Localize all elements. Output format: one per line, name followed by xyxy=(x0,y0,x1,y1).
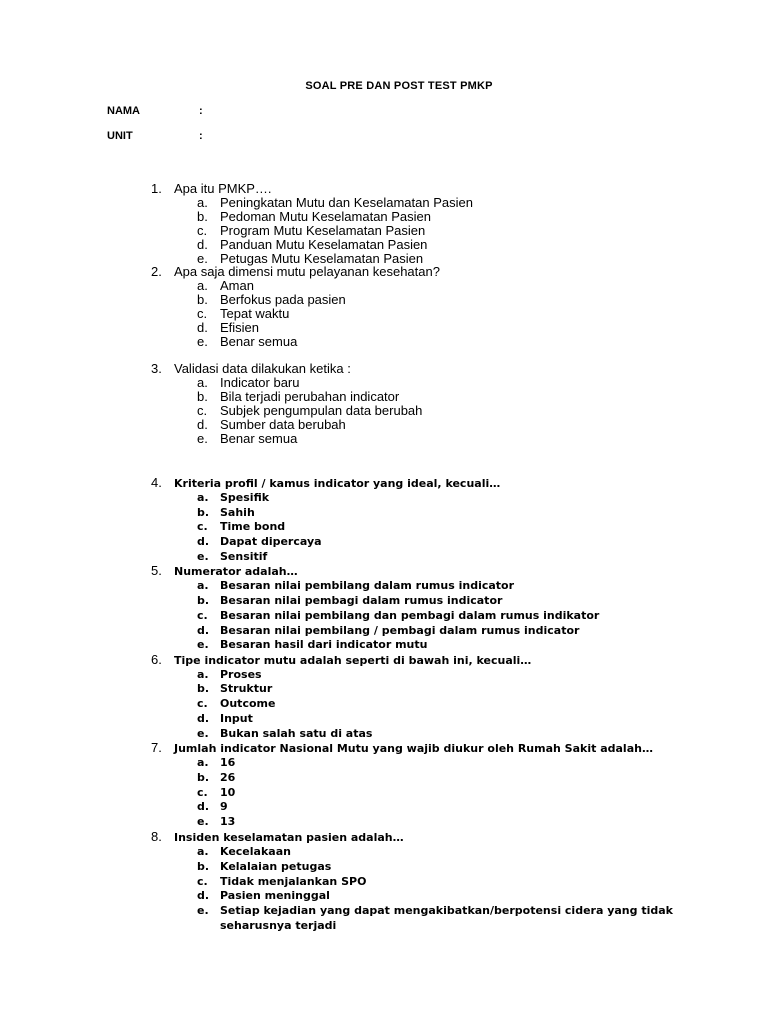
question-text: Kriteria profil / kamus indicator yang ideal, kecuali… xyxy=(174,477,501,490)
option-text: Dapat dipercaya xyxy=(220,535,322,548)
option xyxy=(197,491,269,505)
option-letter: c. xyxy=(197,609,208,622)
option xyxy=(197,520,285,534)
question xyxy=(151,265,440,279)
option-letter: e. xyxy=(197,251,208,266)
option-letter: d. xyxy=(197,889,210,902)
option-text: Kelalaian petugas xyxy=(220,860,332,873)
question-number: 8. xyxy=(151,829,162,844)
question-text: Validasi data dilakukan ketika : xyxy=(174,361,351,376)
option-text: Outcome xyxy=(220,697,276,710)
option xyxy=(197,771,235,785)
option xyxy=(197,904,673,918)
option xyxy=(197,786,235,800)
question-text: Jumlah indicator Nasional Mutu yang wajib diukur oleh Rumah Sakit adalah… xyxy=(174,742,653,755)
option xyxy=(197,390,399,404)
option-letter: c. xyxy=(197,875,208,888)
option-letter: a. xyxy=(197,491,209,504)
option xyxy=(197,727,372,741)
question xyxy=(151,476,500,491)
option xyxy=(197,579,514,593)
question-number: 4. xyxy=(151,475,162,490)
option-letter: b. xyxy=(197,771,210,784)
option-text: Besaran nilai pembilang / pembagi dalam rumus indicator xyxy=(220,624,580,637)
option-letter: b. xyxy=(197,209,208,224)
option xyxy=(197,682,272,696)
option-letter: b. xyxy=(197,292,208,307)
option-text: Aman xyxy=(220,278,254,293)
option-letter: c. xyxy=(197,306,208,321)
option-text: 13 xyxy=(220,815,236,828)
field-colon: : xyxy=(199,130,203,142)
option xyxy=(197,756,235,770)
option-letter: e. xyxy=(197,638,209,651)
option-text: Panduan Mutu Keselamatan Pasien xyxy=(220,237,428,252)
question-text: Numerator adalah… xyxy=(174,565,298,578)
field-label: NAMA xyxy=(107,105,140,117)
option-text: Efisien xyxy=(220,320,260,335)
question xyxy=(151,564,298,579)
option-text: Peningkatan Mutu dan Keselamatan Pasien xyxy=(220,195,473,210)
option-letter: d. xyxy=(197,712,210,725)
option-letter: b. xyxy=(197,389,208,404)
option-text: Sensitif xyxy=(220,550,268,563)
option xyxy=(197,376,300,390)
option-text: Besaran nilai pembilang dalam rumus indicator xyxy=(220,579,515,592)
option xyxy=(197,307,289,321)
option-text: 16 xyxy=(220,756,236,769)
option-letter: a. xyxy=(197,278,208,293)
unit-field xyxy=(107,130,203,142)
question xyxy=(151,653,531,668)
question-number: 7. xyxy=(151,740,162,755)
option xyxy=(197,535,322,549)
option-letter: b. xyxy=(197,682,210,695)
option-text: 26 xyxy=(220,771,236,784)
option xyxy=(197,418,346,432)
option-text: Bila terjadi perubahan indicator xyxy=(220,389,400,404)
option xyxy=(197,279,254,293)
option xyxy=(197,815,235,829)
option-letter: a. xyxy=(197,668,209,681)
option-letter: c. xyxy=(197,223,208,238)
option xyxy=(197,238,427,252)
option xyxy=(197,506,255,520)
option xyxy=(197,609,599,623)
option-text: Spesifik xyxy=(220,491,270,504)
option-letter: e. xyxy=(197,431,208,446)
question-text: Apa itu PMKP…. xyxy=(174,181,272,196)
option-text: Time bond xyxy=(220,520,286,533)
option xyxy=(197,889,330,903)
option-text: Bukan salah satu di atas xyxy=(220,727,373,740)
option-text: Tepat waktu xyxy=(220,306,290,321)
option xyxy=(197,404,422,418)
option-letter: d. xyxy=(197,800,210,813)
option xyxy=(197,224,425,238)
option-text: Tidak menjalankan SPO xyxy=(220,875,367,888)
question xyxy=(151,362,351,376)
option-text: seharusnya terjadi xyxy=(220,919,337,932)
question-number: 5. xyxy=(151,563,162,578)
option-text: Pedoman Mutu Keselamatan Pasien xyxy=(220,209,432,224)
question-number: 1. xyxy=(151,181,162,196)
option xyxy=(197,624,579,638)
option-text: Berfokus pada pasien xyxy=(220,292,346,307)
option-text: Program Mutu Keselamatan Pasien xyxy=(220,223,426,238)
option-text: Besaran hasil dari indicator mutu xyxy=(220,638,428,651)
option-letter: a. xyxy=(197,195,208,210)
option-letter: d. xyxy=(197,320,208,335)
option xyxy=(197,638,427,652)
option xyxy=(197,594,502,608)
option-letter: b. xyxy=(197,594,210,607)
option-text: Pasien meninggal xyxy=(220,889,330,902)
option xyxy=(197,845,291,859)
question-number: 3. xyxy=(151,361,162,376)
option-text: Besaran nilai pembagi dalam rumus indicator xyxy=(220,594,503,607)
option-letter: e. xyxy=(197,727,209,740)
option-letter: e. xyxy=(197,334,208,349)
question xyxy=(151,830,404,845)
question-text: Apa saja dimensi mutu pelayanan kesehatan? xyxy=(174,264,440,279)
option-letter: d. xyxy=(197,237,208,252)
option-letter: c. xyxy=(197,697,208,710)
option-letter: a. xyxy=(197,375,208,390)
field-colon: : xyxy=(199,105,203,117)
option-letter: a. xyxy=(197,845,209,858)
option xyxy=(197,321,259,335)
option xyxy=(197,293,346,307)
question xyxy=(151,182,272,196)
option-letter: b. xyxy=(197,860,210,873)
question-number: 2. xyxy=(151,264,162,279)
option-text: Sahih xyxy=(220,506,255,519)
option-letter: a. xyxy=(197,579,209,592)
option xyxy=(197,550,267,564)
option-text: Setiap kejadian yang dapat mengakibatkan/berpotensi cidera yang tidak xyxy=(220,904,673,917)
option-text: Kecelakaan xyxy=(220,845,291,858)
option-letter: d. xyxy=(197,535,210,548)
option-text: Input xyxy=(220,712,253,725)
option-letter: e. xyxy=(197,815,209,828)
field-label: UNIT xyxy=(107,130,133,142)
option xyxy=(197,210,431,224)
option-text: Subjek pengumpulan data berubah xyxy=(220,403,423,418)
option xyxy=(197,196,473,210)
option-text: Benar semua xyxy=(220,431,298,446)
option-text: Petugas Mutu Keselamatan Pasien xyxy=(220,251,424,266)
option xyxy=(197,712,253,726)
option-letter: c. xyxy=(197,786,208,799)
option-continuation xyxy=(197,919,336,933)
option xyxy=(197,875,366,889)
option-text: Proses xyxy=(220,668,262,681)
option-letter: e. xyxy=(197,550,209,563)
option-letter: c. xyxy=(197,403,208,418)
option-letter: e. xyxy=(197,904,209,917)
option-text: Benar semua xyxy=(220,334,298,349)
question-text: Tipe indicator mutu adalah seperti di bawah ini, kecuali… xyxy=(174,654,532,667)
option-letter: b. xyxy=(197,506,210,519)
option xyxy=(197,860,331,874)
option xyxy=(197,800,228,814)
page-title: SOAL PRE DAN POST TEST PMKP xyxy=(305,80,493,92)
question xyxy=(151,741,653,756)
option xyxy=(197,432,297,446)
option-text: 10 xyxy=(220,786,236,799)
option xyxy=(197,668,262,682)
option-text: Besaran nilai pembilang dan pembagi dalam rumus indikator xyxy=(220,609,600,622)
option xyxy=(197,335,297,349)
option xyxy=(197,697,275,711)
option-text: Struktur xyxy=(220,682,273,695)
option-text: Sumber data berubah xyxy=(220,417,346,432)
option-letter: c. xyxy=(197,520,208,533)
option-text: Indicator baru xyxy=(220,375,300,390)
option-letter: a. xyxy=(197,756,209,769)
option-text: 9 xyxy=(220,800,228,813)
option-letter: d. xyxy=(197,417,208,432)
question-text: Insiden keselamatan pasien adalah… xyxy=(174,831,404,844)
option-letter: d. xyxy=(197,624,210,637)
question-number: 6. xyxy=(151,652,162,667)
name-field xyxy=(107,105,203,117)
